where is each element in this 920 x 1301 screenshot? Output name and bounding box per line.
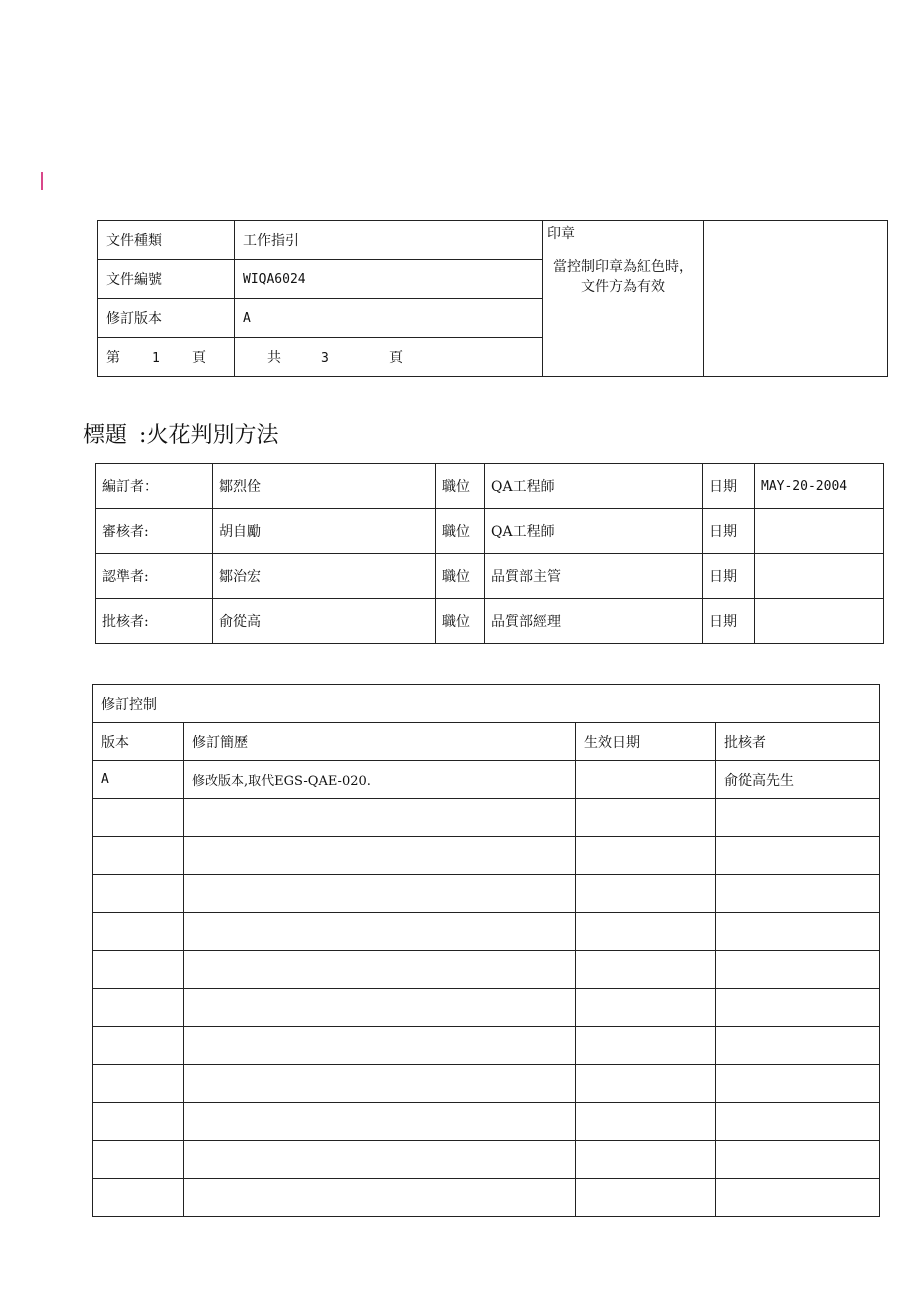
- title-label: 標題: [83, 423, 128, 448]
- position-label: 職位: [436, 509, 485, 554]
- cell-summary: [184, 951, 576, 989]
- cell-version: [93, 913, 184, 951]
- cell-approver: [716, 1141, 880, 1179]
- cell-summary: [184, 837, 576, 875]
- cell-approver: [716, 875, 880, 913]
- cell-effective-date: [576, 1179, 716, 1217]
- date-label: 日期: [703, 464, 755, 509]
- table-row: [93, 989, 880, 1027]
- table-row: [93, 761, 880, 799]
- date-label: 日期: [703, 599, 755, 644]
- title-text: 火花判別方法: [146, 423, 279, 448]
- cell-effective-date: [576, 1065, 716, 1103]
- cell-summary: [184, 1103, 576, 1141]
- cell-version: [93, 837, 184, 875]
- signature-row: [96, 464, 884, 509]
- revision-table-title: 修訂控制: [93, 685, 880, 723]
- cell-approver: [716, 1065, 880, 1103]
- doc-type-label: 文件種類: [98, 221, 235, 260]
- revision-header-row: [93, 723, 880, 761]
- page-total-cell: [235, 338, 543, 377]
- cell-approver: [716, 799, 880, 837]
- cell-effective-date: [576, 837, 716, 875]
- document-info-table: [97, 220, 888, 377]
- signature-row: [96, 509, 884, 554]
- header-effective-date: 生效日期: [576, 723, 716, 761]
- cell-effective-date: [576, 989, 716, 1027]
- cell-summary: [184, 875, 576, 913]
- total-prefix: 共: [267, 350, 281, 366]
- table-row: [93, 1065, 880, 1103]
- signature-name: 鄒烈佺: [213, 464, 436, 509]
- title-colon: :: [139, 423, 147, 448]
- cell-approver: [716, 913, 880, 951]
- cell-version: [93, 1103, 184, 1141]
- cell-summary: 修改版本,取代EGS-QAE-020.: [184, 761, 576, 799]
- position-label: 職位: [436, 464, 485, 509]
- doc-number-label: 文件編號: [98, 260, 235, 299]
- document-title: [83, 418, 278, 449]
- table-row: [93, 799, 880, 837]
- cell-effective-date: [576, 761, 716, 799]
- revision-value: A: [235, 299, 543, 338]
- cell-approver: [716, 837, 880, 875]
- position-label: 職位: [436, 599, 485, 644]
- revision-label: 修訂版本: [98, 299, 235, 338]
- signature-role: 批核者:: [96, 599, 213, 644]
- cell-effective-date: [576, 875, 716, 913]
- position-label: 職位: [436, 554, 485, 599]
- table-row: [93, 1027, 880, 1065]
- cell-version: [93, 951, 184, 989]
- page-number-cell: [98, 338, 235, 377]
- margin-change-mark: [41, 172, 43, 190]
- date-value: MAY-20-2004: [755, 464, 884, 509]
- cell-effective-date: [576, 1103, 716, 1141]
- cell-version: [93, 799, 184, 837]
- seal-title: 印章: [547, 226, 575, 242]
- position-value: 品質部經理: [485, 599, 703, 644]
- position-value: 品質部主管: [485, 554, 703, 599]
- seal-note-line2: 文件方為有效: [581, 279, 665, 295]
- header-version: 版本: [93, 723, 184, 761]
- cell-approver: [716, 1027, 880, 1065]
- table-row: [93, 837, 880, 875]
- cell-version: [93, 875, 184, 913]
- seal-note-line1: 當控制印章為紅色時，: [553, 259, 693, 275]
- cell-summary: [184, 989, 576, 1027]
- cell-approver: [716, 1103, 880, 1141]
- header-approver: 批核者: [716, 723, 880, 761]
- cell-summary: [184, 1065, 576, 1103]
- cell-effective-date: [576, 1141, 716, 1179]
- date-label: 日期: [703, 554, 755, 599]
- position-value: QA工程師: [485, 464, 703, 509]
- signature-role: 審核者:: [96, 509, 213, 554]
- signature-role: 編訂者：: [96, 464, 213, 509]
- cell-effective-date: [576, 799, 716, 837]
- signature-name: 胡自勵: [213, 509, 436, 554]
- table-row: [93, 1141, 880, 1179]
- table-row: [93, 951, 880, 989]
- cell-version: [93, 1065, 184, 1103]
- cell-summary: [184, 1027, 576, 1065]
- cell-approver: 俞從高先生: [716, 761, 880, 799]
- signature-role: 認準者:: [96, 554, 213, 599]
- table-row: [93, 875, 880, 913]
- cell-effective-date: [576, 913, 716, 951]
- approval-signatures-table: [95, 463, 884, 644]
- cell-approver: [716, 989, 880, 1027]
- page-suffix: 頁: [192, 350, 206, 366]
- revision-control-table: [92, 684, 880, 1217]
- cell-effective-date: [576, 951, 716, 989]
- cell-effective-date: [576, 1027, 716, 1065]
- doc-number-value: WIQA6024: [235, 260, 543, 299]
- page-prefix: 第: [106, 350, 120, 366]
- total-suffix: 頁: [389, 350, 403, 366]
- cell-summary: [184, 1179, 576, 1217]
- cell-version: [93, 1179, 184, 1217]
- cell-version: A: [93, 761, 184, 799]
- signature-name: 鄒治宏: [213, 554, 436, 599]
- seal-stamp-area: [704, 221, 888, 377]
- position-value: QA工程師: [485, 509, 703, 554]
- page-total: 3: [321, 351, 329, 366]
- table-row: [93, 1179, 880, 1217]
- date-value: [755, 554, 884, 599]
- table-row: [93, 1103, 880, 1141]
- date-value: [755, 599, 884, 644]
- cell-summary: [184, 799, 576, 837]
- doc-type-value: 工作指引: [235, 221, 543, 260]
- cell-approver: [716, 951, 880, 989]
- signature-row: [96, 554, 884, 599]
- date-value: [755, 509, 884, 554]
- date-label: 日期: [703, 509, 755, 554]
- table-row: [93, 913, 880, 951]
- cell-summary: [184, 1141, 576, 1179]
- cell-version: [93, 1027, 184, 1065]
- signature-name: 俞從高: [213, 599, 436, 644]
- cell-approver: [716, 1179, 880, 1217]
- page-current: 1: [152, 351, 160, 366]
- signature-row: [96, 599, 884, 644]
- header-summary: 修訂簡歷: [184, 723, 576, 761]
- cell-version: [93, 989, 184, 1027]
- seal-instruction-cell: [543, 221, 704, 377]
- cell-summary: [184, 913, 576, 951]
- cell-version: [93, 1141, 184, 1179]
